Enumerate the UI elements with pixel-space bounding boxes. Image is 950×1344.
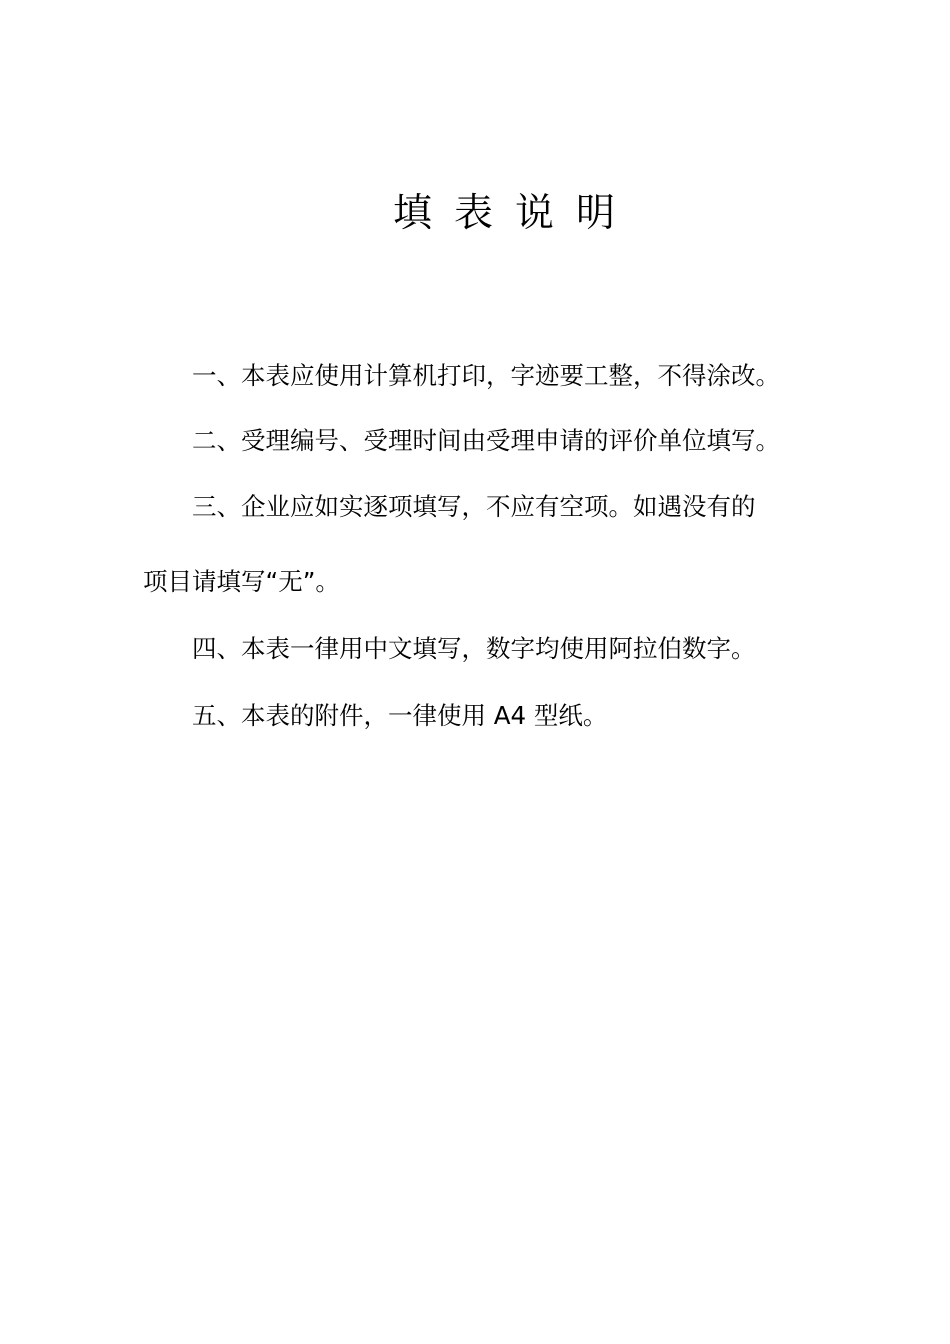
instruction-item-5: 五、本表的附件，一律使用 A4 型纸。 xyxy=(192,701,608,730)
instruction-item-2: 二、受理编号、受理时间由受理申请的评价单位填写。 xyxy=(192,426,780,455)
instruction-item-1: 一、本表应使用计算机打印，字迹要工整，不得涂改。 xyxy=(192,361,780,390)
instruction-item-4: 四、本表一律用中文填写，数字均使用阿拉伯数字。 xyxy=(192,634,756,663)
instruction-item-3-continued: 项目请填写“无”。 xyxy=(143,567,340,596)
instruction-item-3: 三、企业应如实逐项填写，不应有空项。如遇没有的 xyxy=(192,492,756,521)
page-title: 填表说明 xyxy=(392,191,637,236)
